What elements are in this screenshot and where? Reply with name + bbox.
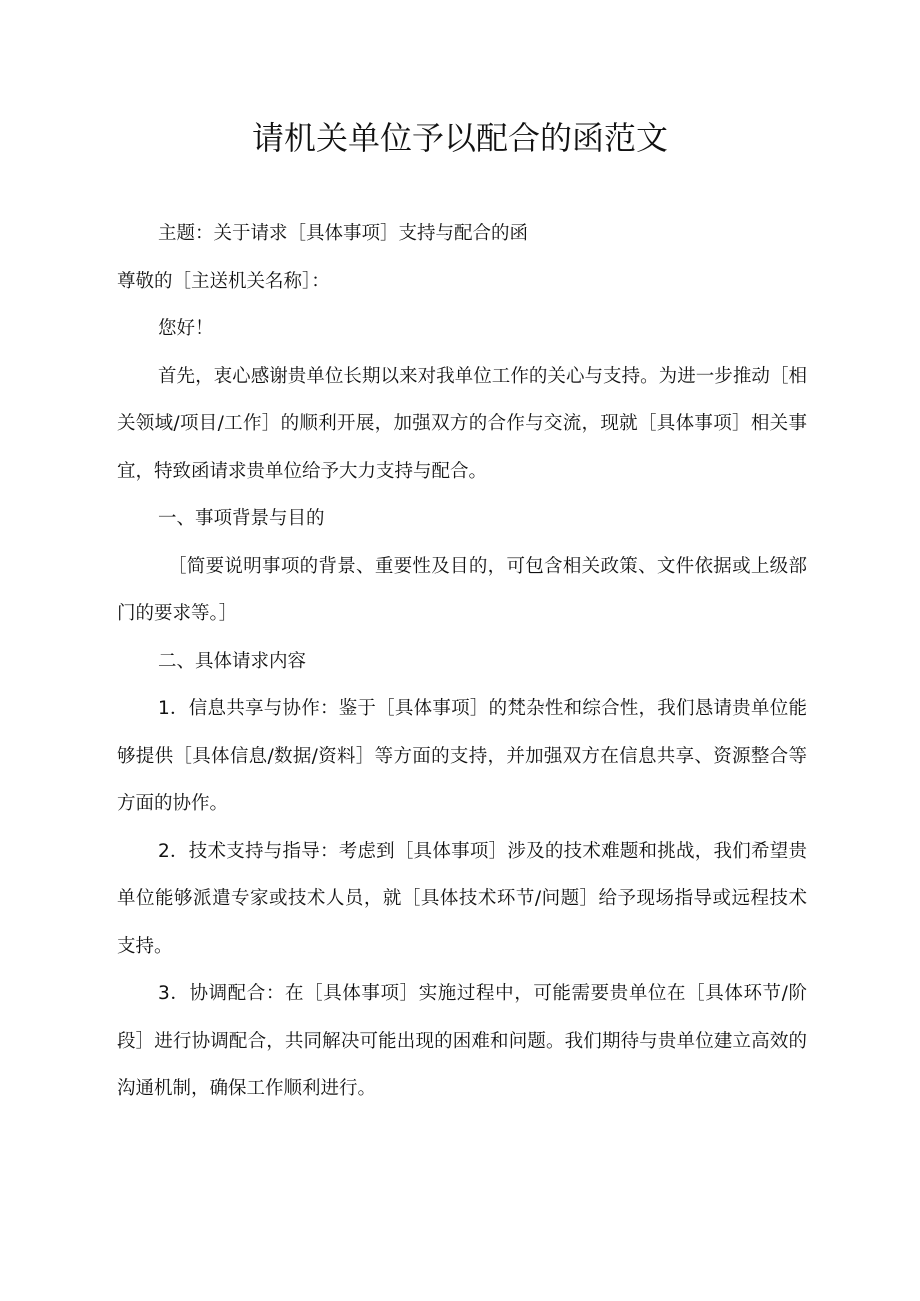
intro-paragraph: 首先，衷心感谢贵单位长期以来对我单位工作的关心与支持。为进一步推动［相关领域/项目/工作］的顺利开展，加强双方的合作与交流，现就［具体事项］相关事宜，特致函请求贵单位给予大力支持与配合。 (117, 365, 807, 482)
request-item-2: 2．技术支持与指导：考虑到［具体事项］涉及的技术难题和挑战，我们希望贵单位能够派遣专家或技术人员，就［具体技术环节/问题］给予现场指导或远程技术支持。 (117, 840, 807, 957)
section-1-body: ［简要说明事项的背景、重要性及目的，可包含相关政策、文件依据或上级部门的要求等。］ (117, 555, 807, 624)
document-title: 请机关单位予以配合的函范文 (251, 119, 668, 157)
section-1-heading: 一、事项背景与目的 (158, 508, 325, 529)
salutation: 尊敬的［主送机关名称］： (117, 270, 330, 292)
section-2-heading: 二、具体请求内容 (158, 650, 307, 672)
greeting: 您好！ (158, 318, 214, 339)
request-item-3: 3．协调配合：在［具体事项］实施过程中，可能需要贵单位在［具体环节/阶段］进行协调配合，共同解决可能出现的困难和问题。我们期待与贵单位建立高效的沟通机制，确保工作顺利进行。 (117, 983, 807, 1099)
subject-line: 主题：关于请求［具体事项］支持与配合的函 (158, 223, 529, 244)
request-item-1: 1．信息共享与协作：鉴于［具体事项］的梵杂性和综合性，我们恳请贵单位能够提供［具体信息/数据/资料］等方面的支持，并加强双方在信息共享、资源整合等方面的协作。 (117, 698, 807, 814)
document-body (117, 210, 807, 1113)
